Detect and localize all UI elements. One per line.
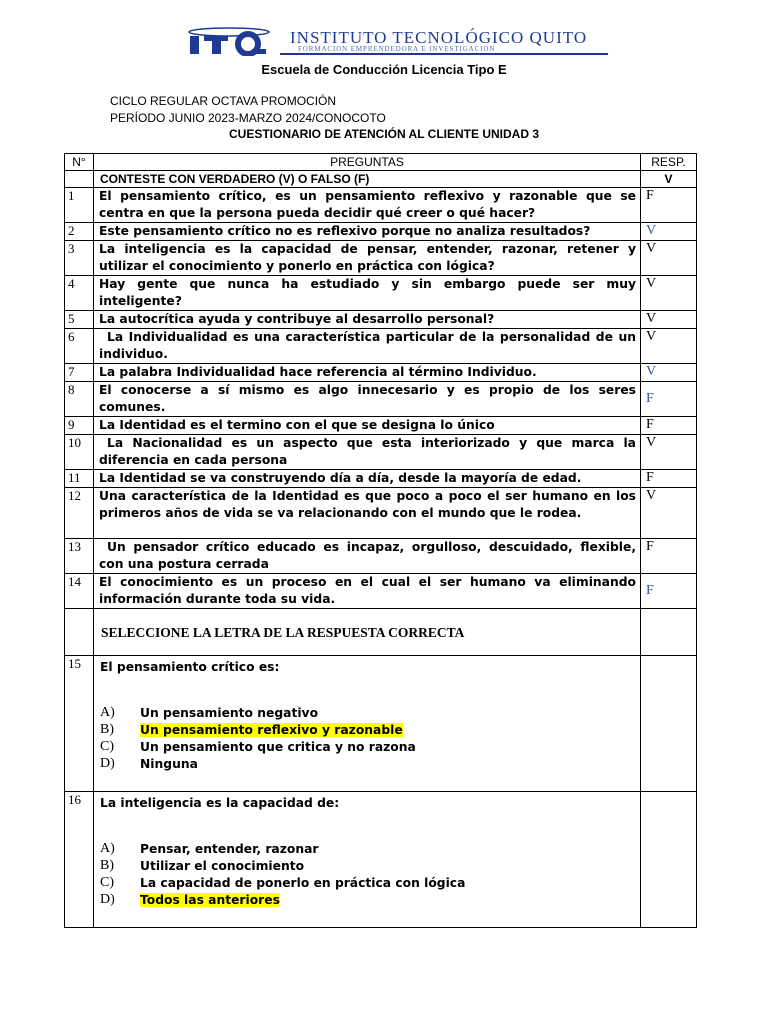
option-text-highlighted: Todos las anteriores [140, 892, 280, 907]
option-text: La capacidad de ponerlo en práctica con lógica [140, 875, 466, 890]
answer-empty [641, 656, 697, 792]
answer: F [641, 539, 697, 574]
institute-name: INSTITUTO TECNOLÓGICO QUITO [290, 28, 588, 47]
question-number: 12 [65, 488, 94, 539]
answer: F [641, 470, 697, 488]
mc-question-cell [94, 656, 641, 792]
mc-question-text: La inteligencia es la capacidad de: [100, 796, 340, 810]
section-true-false-label: CONTESTE CON VERDADERO (V) O FALSO (F) [94, 171, 641, 188]
answer-empty [641, 792, 697, 928]
questionnaire-title: CUESTIONARIO DE ATENCIÓN AL CLIENTE UNIDAD 3 [228, 127, 539, 141]
option-letter: C) [100, 738, 114, 754]
option-text: Pensar, entender, razonar [140, 841, 319, 856]
school-title: Escuela de Conducción Licencia Tipo E [261, 62, 507, 77]
mc-question-row [65, 792, 697, 928]
col-header-questions: PREGUNTAS [94, 154, 641, 171]
answer: V [641, 276, 697, 311]
section-multiple-choice-label: SELECCIONE LA LETRA DE LA RESPUESTA CORRECTA [94, 609, 641, 656]
period-line: PERÍODO JUNIO 2023-MARZO 2024/CONOCOTO [110, 111, 386, 125]
option-text: Ninguna [140, 756, 198, 771]
question-number: 9 [65, 417, 94, 435]
question-number: 2 [65, 223, 94, 241]
question-text: El conocimiento es un proceso en el cual el ser humano va eliminando información durante toda su vida. [94, 574, 641, 609]
table-row [65, 188, 697, 223]
question-number: 6 [65, 329, 94, 364]
institute-tagline: FORMACION EMPRENDEDORA E INVESTIGACION [298, 45, 496, 53]
answer: F [641, 382, 697, 417]
question-text: La Nacionalidad es un aspecto que esta interiorizado y que marca la diferencia en cada persona [94, 435, 641, 470]
logo-divider [280, 53, 608, 55]
table-row [65, 539, 697, 574]
option-letter: D) [100, 891, 115, 907]
question-text: El pensamiento crítico, es un pensamiento reflexivo y razonable que se centra en que la persona pueda decidir qué creer o qué hacer? [94, 188, 641, 223]
questionnaire-table [64, 153, 697, 928]
question-text: El conocerse a sí mismo es algo innecesario y es propio de los seres comunes. [94, 382, 641, 417]
mc-option [100, 874, 636, 891]
table-row [65, 417, 697, 435]
institute-logo [186, 24, 608, 58]
mc-option [100, 857, 636, 874]
col-header-response: RESP. [641, 154, 697, 171]
mc-question-row [65, 656, 697, 792]
table-row [65, 364, 697, 382]
mc-question-cell [94, 792, 641, 928]
table-row [65, 382, 697, 417]
question-text: Este pensamiento crítico no es reflexivo porque no analiza resultados? [94, 223, 641, 241]
option-letter: B) [100, 857, 114, 873]
option-text-highlighted: Un pensamiento reflexivo y razonable [140, 722, 403, 737]
question-text: La inteligencia es la capacidad de pensar, entender, razonar, retener y utilizar el conocimiento y ponerlo en práctica con lógica? [94, 241, 641, 276]
question-number: 3 [65, 241, 94, 276]
answer: V [641, 488, 697, 539]
table-row [65, 488, 697, 539]
question-text: Un pensador crítico educado es incapaz, orgulloso, descuidado, flexible, con una postura cerrada [94, 539, 641, 574]
question-text: La Identidad se va construyendo día a día, desde la mayoría de edad. [94, 470, 641, 488]
table-row [65, 329, 697, 364]
itq-logo-mark-icon [186, 26, 272, 56]
mc-option [100, 891, 636, 908]
option-text: Un pensamiento negativo [140, 705, 319, 720]
table-row [65, 311, 697, 329]
mc-option [100, 704, 636, 721]
answer: F [641, 574, 697, 609]
option-text: Utilizar el conocimiento [140, 858, 305, 873]
mc-option [100, 840, 636, 857]
answer: F [641, 188, 697, 223]
answer: V [641, 311, 697, 329]
question-number: 14 [65, 574, 94, 609]
section-true-false-resp: V [641, 171, 697, 188]
mc-options [100, 704, 636, 772]
table-row [65, 435, 697, 470]
mc-option [100, 738, 636, 755]
question-text: La autocrítica ayuda y contribuye al desarrollo personal? [94, 311, 641, 329]
table-row [65, 276, 697, 311]
answer: V [641, 329, 697, 364]
option-letter: B) [100, 721, 114, 737]
empty-cell [65, 609, 94, 656]
cycle-line: CICLO REGULAR OCTAVA PROMOCIÓN [110, 94, 337, 108]
option-letter: A) [100, 704, 115, 720]
table-row [65, 241, 697, 276]
option-letter: D) [100, 755, 115, 771]
answer: V [641, 223, 697, 241]
answer: F [641, 417, 697, 435]
answer: V [641, 364, 697, 382]
question-number: 11 [65, 470, 94, 488]
option-text: Un pensamiento que critica y no razona [140, 739, 416, 754]
question-text: La palabra Individualidad hace referencia al término Individuo. [94, 364, 641, 382]
mc-option [100, 721, 636, 738]
answer: V [641, 435, 697, 470]
col-header-number: N° [65, 154, 94, 171]
mc-options [100, 840, 636, 908]
question-number: 7 [65, 364, 94, 382]
question-text: La Identidad es el termino con el que se designa lo único [94, 417, 641, 435]
question-number: 15 [65, 656, 94, 792]
question-number: 13 [65, 539, 94, 574]
mc-option [100, 755, 636, 772]
table-row [65, 574, 697, 609]
section-multiple-choice-row [65, 609, 697, 656]
question-number: 8 [65, 382, 94, 417]
table-row [65, 470, 697, 488]
empty-cell [65, 171, 94, 188]
question-number: 16 [65, 792, 94, 928]
table-row [65, 223, 697, 241]
question-number: 10 [65, 435, 94, 470]
question-text: Una característica de la Identidad es que poco a poco el ser humano en los primeros años de vida se va relacionando con el mundo que le rodea. [94, 488, 641, 539]
option-letter: C) [100, 874, 114, 890]
question-text: Hay gente que nunca ha estudiado y sin embargo puede ser muy inteligente? [94, 276, 641, 311]
question-number: 1 [65, 188, 94, 223]
mc-question-text: El pensamiento crítico es: [100, 660, 280, 674]
empty-cell [641, 609, 697, 656]
table-header-row [65, 154, 697, 171]
answer: V [641, 241, 697, 276]
question-number: 5 [65, 311, 94, 329]
section-true-false-row [65, 171, 697, 188]
question-number: 4 [65, 276, 94, 311]
question-text: La Individualidad es una característica particular de la personalidad de un individuo. [94, 329, 641, 364]
option-letter: A) [100, 840, 115, 856]
